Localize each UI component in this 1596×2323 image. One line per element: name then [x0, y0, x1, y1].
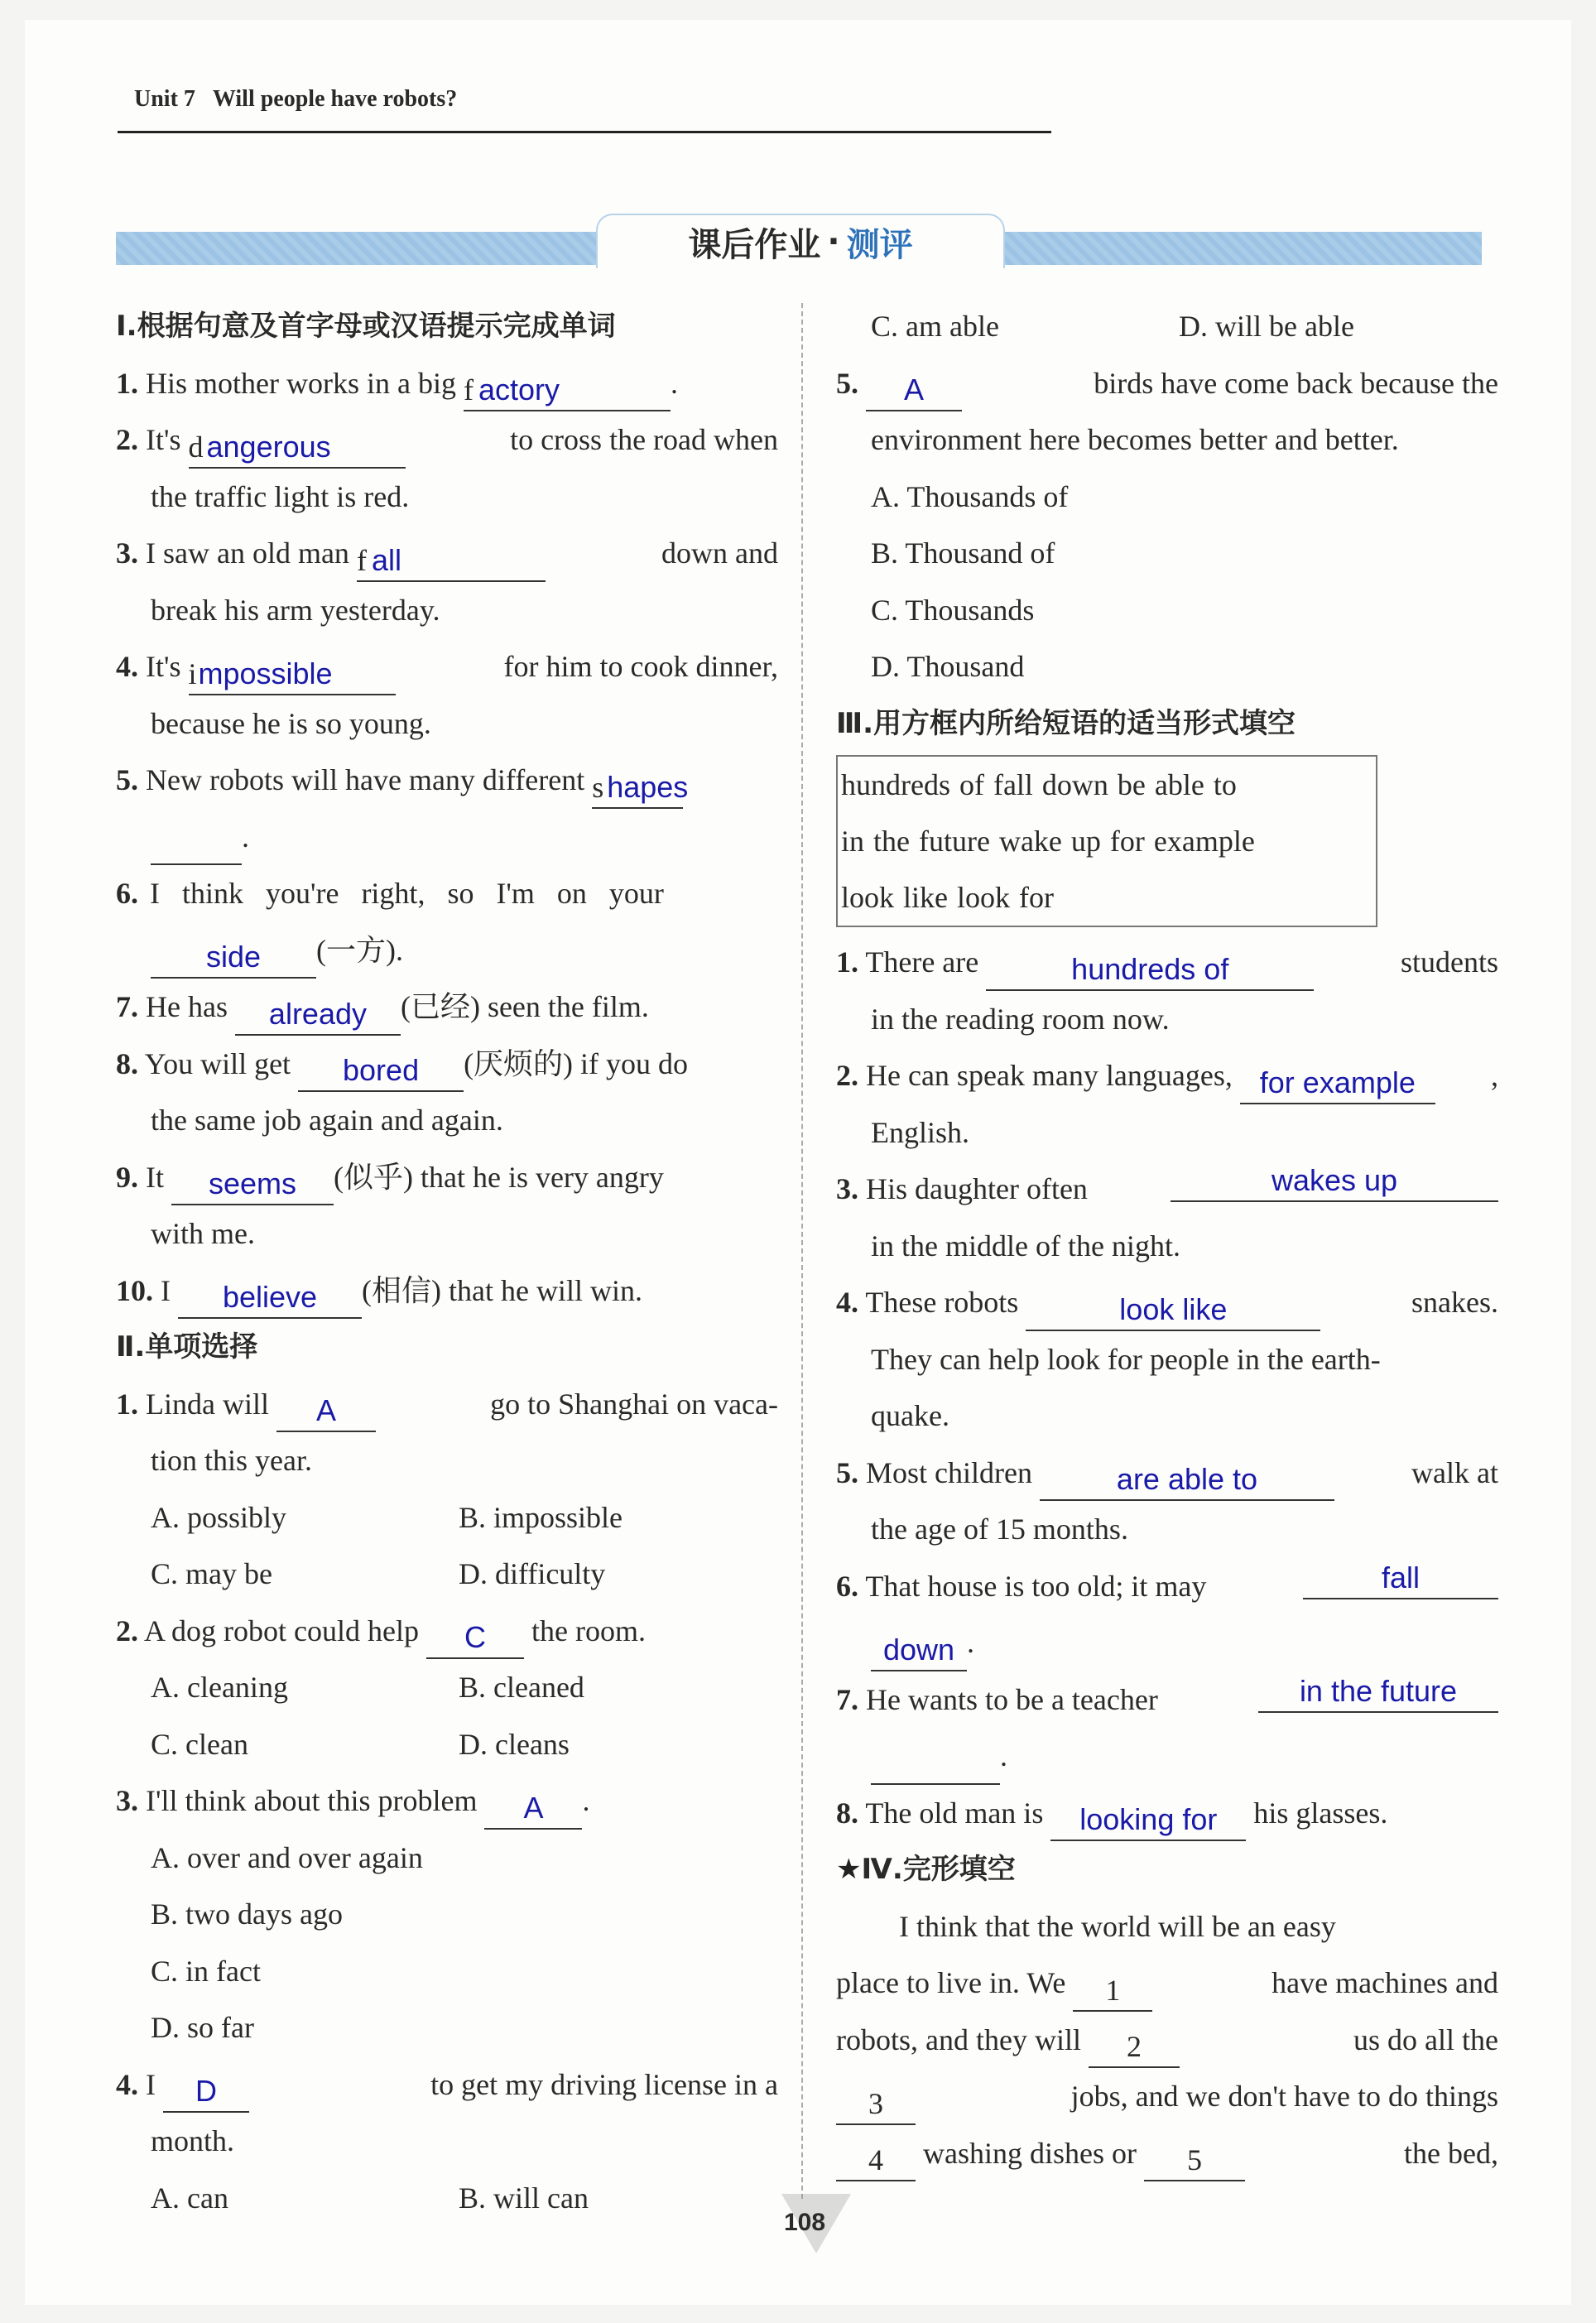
s3-item-1: 1. There are hundreds of students	[836, 934, 1498, 991]
answer-blank[interactable]: C	[426, 1618, 524, 1659]
s1-item-9-cont: with me.	[151, 1217, 255, 1250]
cloze-line-4: 3 jobs, and we don't have to do things	[836, 2068, 1498, 2125]
s1-item-4: 4. It's i mpossible for him to cook dinner,	[116, 638, 778, 695]
s2-q5-option-d[interactable]: D. Thousand	[871, 650, 1025, 683]
s2-q3-option-d[interactable]: D. so far	[151, 2011, 254, 2044]
cloze-line-5: 4 washing dishes or 5 the bed,	[836, 2125, 1498, 2182]
option-c[interactable]: C. may be	[151, 1557, 272, 1590]
answer-blank[interactable]: for example	[1240, 1063, 1435, 1104]
cloze-line-3: robots, and they will 2 us do all the	[836, 2012, 1498, 2069]
option-b[interactable]: B. will can	[459, 2181, 589, 2215]
running-header: Unit 7 Will people have robots?	[134, 86, 458, 112]
s2-q3-option-c[interactable]: C. in fact	[151, 1954, 261, 1988]
s1-item-2-cont: the traffic light is red.	[151, 479, 410, 513]
s3-item-5: 5. Most children are able to walk at	[836, 1445, 1498, 1502]
s2-q5-option-b[interactable]: B. Thousand of	[871, 536, 1055, 570]
answer-blank[interactable]: wakes up	[1171, 1161, 1498, 1202]
answer-blank[interactable]: A	[276, 1391, 376, 1432]
option-a[interactable]: A. cleaning	[151, 1671, 288, 1704]
option-a[interactable]: A. can	[151, 2181, 228, 2215]
banner-title: 课后作业 · 测评	[596, 214, 1005, 268]
s1-item-4-cont: because he is so young.	[151, 706, 431, 740]
s2-q1: 1. Linda will A go to Shanghai on vaca-	[116, 1376, 778, 1433]
s3-item-3-cont: in the middle of the night.	[871, 1229, 1180, 1262]
answer-blank[interactable]: already	[235, 994, 401, 1036]
cloze-blank-2[interactable]: 2	[1089, 2027, 1180, 2068]
option-d[interactable]: D. will be able	[1179, 310, 1354, 343]
answer-blank[interactable]: down	[871, 1630, 967, 1671]
phrase-box	[836, 755, 1377, 927]
s2-q4: 4. I D to get my driving license in a	[116, 2056, 778, 2114]
column-divider	[801, 303, 803, 2199]
answer-blank[interactable]: f all	[357, 541, 546, 582]
s3-item-4-cont2: quake.	[871, 1399, 949, 1432]
s1-item-5: 5. New robots will have many different s hapes	[116, 752, 778, 809]
s1-item-6-cont: side (一方).	[116, 922, 778, 979]
s2-q3: 3. I'll think about this problem A .	[116, 1772, 778, 1830]
answer-blank[interactable]: i mpossible	[189, 654, 396, 695]
s3-item-7-cont: .	[836, 1728, 1498, 1785]
s2-q1-options-cd	[116, 1546, 778, 1603]
cloze-line-2: place to live in. We 1 have machines and	[836, 1955, 1498, 2012]
s1-item-10: 10. I believe (相信) that he will win.	[116, 1262, 778, 1320]
s2-q3-option-a[interactable]: A. over and over again	[151, 1840, 423, 1874]
cloze-blank-1[interactable]: 1	[1073, 1970, 1152, 2012]
answer-blank[interactable]: D	[163, 2071, 249, 2113]
section-1-title: Ⅰ.根据句意及首字母或汉语提示完成单词	[116, 310, 616, 343]
s2-q4-options-cd	[836, 298, 1498, 355]
cloze-line-1: I think that the world will be an easy	[899, 1909, 1336, 1943]
s2-q1-options-ab	[116, 1489, 778, 1546]
option-b[interactable]: B. impossible	[459, 1500, 623, 1534]
answer-blank[interactable]: s hapes	[592, 767, 683, 809]
page-number: 108	[783, 2209, 826, 2236]
answer-blank[interactable]: A	[484, 1788, 582, 1830]
s2-q1-cont: tion this year.	[151, 1444, 312, 1477]
answer-blank[interactable]: side	[151, 937, 316, 979]
s3-item-5-cont: the age of 15 months.	[871, 1513, 1128, 1546]
answer-blank[interactable]: f actory	[464, 370, 671, 411]
section-2-title: Ⅱ.单项选择	[116, 1330, 258, 1364]
answer-blank-cont[interactable]	[151, 824, 242, 865]
option-d[interactable]: D. difficulty	[459, 1557, 606, 1590]
s3-item-6-cont: down .	[836, 1614, 1498, 1671]
cloze-blank-5[interactable]: 5	[1144, 2140, 1245, 2181]
s3-item-4: 4. These robots look like snakes.	[836, 1274, 1498, 1331]
s1-item-2: 2. It's d angerous to cross the road when	[116, 411, 778, 469]
answer-blank[interactable]: hundreds of	[986, 950, 1314, 991]
answer-blank[interactable]: looking for	[1050, 1800, 1246, 1841]
s2-q5-option-c[interactable]: C. Thousands	[871, 593, 1035, 627]
s3-item-8: 8. The old man is looking for his glasses.	[836, 1785, 1498, 1842]
s2-q2: 2. A dog robot could help C the room.	[116, 1603, 778, 1660]
option-c[interactable]: C. clean	[151, 1727, 248, 1761]
s2-q4-cont: month.	[151, 2124, 235, 2157]
s1-item-3: 3. I saw an old man f all down and	[116, 525, 778, 582]
option-c[interactable]: C. am able	[871, 310, 999, 343]
s1-item-1: 1. His mother works in a big f actory .	[116, 355, 778, 412]
cloze-blank-3[interactable]: 3	[836, 2084, 916, 2125]
s1-item-7: 7. He has already (已经) seen the film.	[116, 979, 778, 1036]
answer-blank[interactable]: are able to	[1040, 1460, 1334, 1501]
answer-blank[interactable]: bored	[298, 1051, 464, 1092]
answer-blank[interactable]: in the future	[1258, 1671, 1498, 1713]
option-b[interactable]: B. cleaned	[459, 1671, 584, 1704]
right-column	[836, 298, 1498, 2181]
s3-item-3: 3. His daughter often wakes up	[836, 1161, 1498, 1218]
answer-blank[interactable]: fall	[1303, 1558, 1498, 1599]
s2-q3-option-b[interactable]: B. two days ago	[151, 1897, 343, 1931]
answer-blank[interactable]: A	[866, 370, 962, 411]
option-d[interactable]: D. cleans	[459, 1727, 570, 1761]
s3-item-1-cont: in the reading room now.	[871, 1002, 1170, 1036]
s2-q4-options-ab	[116, 2170, 778, 2227]
s2-q5-option-a[interactable]: A. Thousands of	[871, 479, 1069, 513]
answer-blank-cont[interactable]	[871, 1743, 1000, 1785]
s1-item-3-cont: break his arm yesterday.	[151, 593, 440, 627]
s3-item-2-cont: English.	[871, 1115, 970, 1149]
s2-q5-cont: environment here becomes better and better.	[871, 423, 1399, 456]
cloze-blank-4[interactable]: 4	[836, 2140, 916, 2181]
section-3-title: Ⅲ.用方框内所给短语的适当形式填空	[836, 706, 1296, 740]
answer-blank[interactable]: d angerous	[189, 427, 406, 469]
s3-item-2: 2. He can speak many languages, for example ,	[836, 1047, 1498, 1104]
s1-item-5-cont: .	[116, 809, 778, 866]
s2-q2-options-cd	[116, 1716, 778, 1773]
s3-item-6: 6. That house is too old; it may fall	[836, 1558, 1498, 1615]
star-icon: ★	[836, 1853, 862, 1886]
s3-item-4-cont: They can help look for people in the earth-	[871, 1342, 1381, 1376]
phrase-box-line: look like look for	[841, 881, 1054, 914]
s1-item-8-cont: the same job again and again.	[151, 1104, 503, 1137]
s2-q2-options-ab	[116, 1659, 778, 1716]
answer-blank[interactable]: believe	[178, 1277, 362, 1319]
phrase-box-line: hundreds of fall down be able to	[841, 768, 1237, 801]
s3-item-7: 7. He wants to be a teacher in the future	[836, 1671, 1498, 1729]
s1-item-6: 6. I think you're right, so I'm on your	[116, 877, 664, 910]
s1-item-8: 8. You will get bored (厌烦的) if you do	[116, 1036, 778, 1093]
option-a[interactable]: A. possibly	[151, 1500, 287, 1534]
phrase-box-line: in the future wake up for example	[841, 825, 1255, 858]
answer-blank[interactable]: seems	[171, 1164, 334, 1205]
left-column	[116, 298, 778, 2226]
section-4-title: ★Ⅳ.完形填空	[836, 1853, 1016, 1886]
s2-q5: 5. A birds have come back because the	[836, 355, 1498, 412]
s1-item-9: 9. It seems (似乎) that he is very angry	[116, 1149, 778, 1206]
answer-blank[interactable]: look like	[1026, 1290, 1320, 1331]
header-rule	[118, 131, 1051, 133]
